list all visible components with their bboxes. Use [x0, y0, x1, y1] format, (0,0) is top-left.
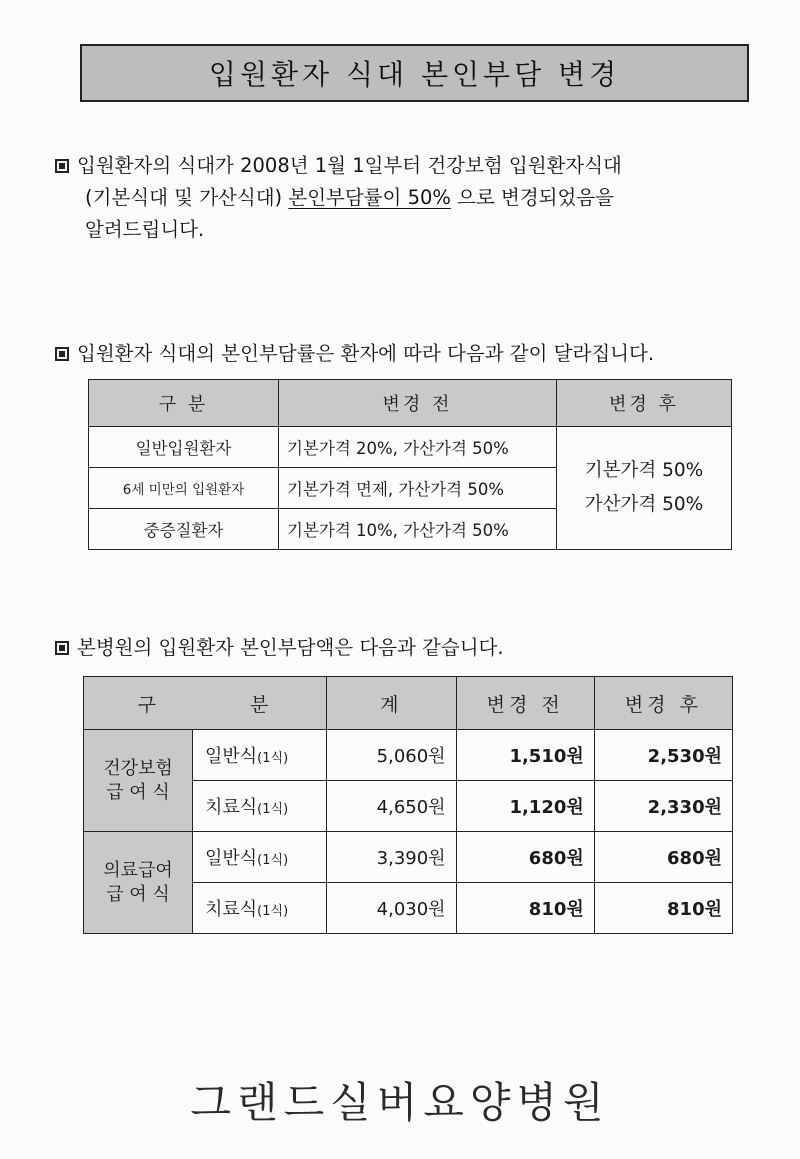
header-gubun: 구 분	[89, 380, 279, 427]
notice-1-line-2-post: 으로 변경되었음을	[450, 186, 615, 209]
after-cell: 2,330원	[594, 781, 732, 832]
header-gubun	[84, 677, 327, 730]
before-cell: 기본가격 면제, 가산가격 50%	[279, 468, 557, 509]
before-cell: 1,510원	[456, 730, 594, 781]
meal-name: 치료식	[205, 899, 258, 920]
after-cell	[557, 427, 732, 550]
meal-cell	[193, 781, 327, 832]
before-cell: 기본가격 10%, 가산가격 50%	[279, 509, 557, 550]
meal-name: 일반식	[205, 746, 258, 767]
hospital-name: 그랜드실버요양병원	[190, 1078, 610, 1127]
table-row	[89, 427, 732, 468]
meal-unit: (1식)	[257, 904, 289, 919]
notice-2-text: 입원환자 식대의 본인부담률은 환자에 따라 다음과 같이 달라집니다.	[77, 342, 655, 365]
rate-table-header	[89, 380, 732, 427]
header-gubun-2: 분	[250, 693, 273, 716]
total-cell: 3,390원	[327, 832, 457, 883]
page-title: 입원환자 식대 본인부담 변경	[80, 44, 749, 102]
meal-cell	[193, 883, 327, 934]
rate-table	[88, 379, 732, 550]
total-cell: 5,060원	[327, 730, 457, 781]
square-bullet-icon	[55, 347, 69, 361]
charge-table-header	[84, 677, 733, 730]
notice-1-highlight: 본인부담률이 50%	[288, 186, 451, 209]
before-cell: 810원	[456, 883, 594, 934]
notice-1-line-2-pre: (기본식대 및 가산식대)	[85, 186, 289, 209]
meal-unit: (1식)	[257, 853, 289, 868]
notice-1-line-3: 알려드립니다.	[85, 218, 205, 241]
notice-1	[55, 150, 785, 246]
meal-unit: (1식)	[257, 751, 289, 766]
after-cell: 680원	[594, 832, 732, 883]
table-row	[84, 832, 733, 883]
square-bullet-icon	[55, 159, 69, 173]
category-cell: 일반입원환자	[89, 427, 279, 468]
header-before: 변경 전	[279, 380, 557, 427]
meal-name: 일반식	[205, 848, 258, 869]
total-cell: 4,650원	[327, 781, 457, 832]
meal-cell	[193, 832, 327, 883]
square-bullet-icon	[55, 641, 69, 655]
header-total: 계	[327, 677, 457, 730]
notice-2	[55, 338, 795, 370]
before-cell: 680원	[456, 832, 594, 883]
header-after: 변경 후	[557, 380, 732, 427]
meal-name: 치료식	[205, 797, 258, 818]
group-name-line-1: 의료급여	[103, 859, 173, 881]
notice-3-text: 본병원의 입원환자 본인부담액은 다음과 같습니다.	[77, 636, 504, 659]
header-before: 변경 전	[456, 677, 594, 730]
category-cell: 중증질환자	[89, 509, 279, 550]
group-name-line-1: 건강보험	[103, 757, 173, 779]
group-cell	[84, 832, 193, 934]
total-cell: 4,030원	[327, 883, 457, 934]
before-cell: 1,120원	[456, 781, 594, 832]
table-row	[84, 730, 733, 781]
meal-unit: (1식)	[257, 802, 289, 817]
after-cell: 810원	[594, 883, 732, 934]
header-gubun-1: 구	[137, 693, 160, 716]
after-cell: 2,530원	[594, 730, 732, 781]
meal-cell	[193, 730, 327, 781]
category-cell: 6세 미만의 입원환자	[89, 468, 279, 509]
before-cell: 기본가격 20%, 가산가격 50%	[279, 427, 557, 468]
group-name-line-2: 급 여 식	[106, 883, 170, 905]
header-after: 변경 후	[594, 677, 732, 730]
group-cell	[84, 730, 193, 832]
notice-3	[55, 632, 795, 664]
after-line-2: 가산가격 50%	[584, 494, 704, 515]
group-name-line-2: 급 여 식	[106, 781, 170, 803]
charge-table	[83, 676, 733, 934]
after-line-1: 기본가격 50%	[584, 460, 704, 481]
notice-1-line-1: 입원환자의 식대가 2008년 1월 1일부터 건강보험 입원환자식대	[77, 154, 622, 177]
